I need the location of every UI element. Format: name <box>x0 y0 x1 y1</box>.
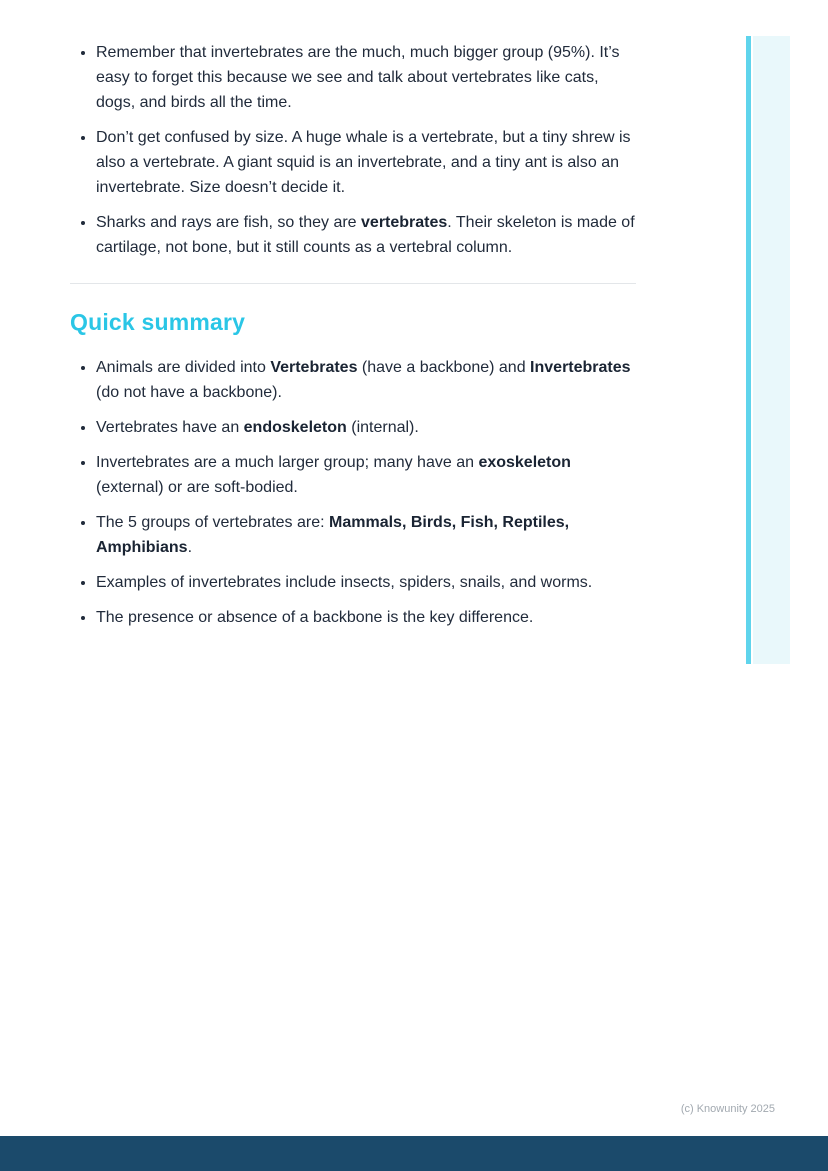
text-segment: (have a backbone) and <box>357 359 531 376</box>
bold-text: vertebrates <box>361 214 448 231</box>
summary-bullet-list <box>70 355 636 630</box>
bullet-item <box>96 210 636 260</box>
text-segment: . <box>187 539 193 556</box>
text-segment: The presence or absence of a backbone is the key difference. <box>96 609 534 626</box>
bullet-item <box>96 40 636 115</box>
bullet-item <box>96 450 636 500</box>
text-segment: Animals are divided into <box>96 359 271 376</box>
bullet-item <box>96 605 636 630</box>
right-accent-line <box>746 36 751 664</box>
footer-bar <box>0 1136 828 1171</box>
text-segment: . Their skeleton is made of cartilage, not bone, but it still counts as a vertebral column. <box>96 214 635 256</box>
text-segment: The 5 groups of vertebrates are: <box>96 514 330 531</box>
text-segment: Remember that invertebrates are the much, much bigger group (95%). It’s easy to forget this because we see and talk about vertebrates like cats, dogs, and birds all the time. <box>96 44 620 111</box>
page-content <box>70 40 636 630</box>
text-segment: Examples of invertebrates include insects, spiders, snails, and worms. <box>96 574 593 591</box>
text-segment: (internal). <box>346 419 419 436</box>
bullet-item <box>96 125 636 200</box>
text-segment: (do not have a backbone). <box>96 384 282 401</box>
section-divider <box>70 283 636 284</box>
notes-bullet-list <box>70 40 636 260</box>
copyright-text: (c) Knowunity 2025 <box>680 1103 775 1115</box>
bullet-item <box>96 415 636 440</box>
bold-text: exoskeleton <box>478 454 571 471</box>
bullet-item <box>96 570 636 595</box>
bold-text: endoskeleton <box>243 419 347 436</box>
text-segment: Sharks and rays are fish, so they are <box>96 214 362 231</box>
right-accent-panel <box>753 36 790 664</box>
bold-text: Invertebrates <box>530 359 631 376</box>
bold-text: Vertebrates <box>270 359 358 376</box>
text-segment: Vertebrates have an <box>96 419 244 436</box>
text-segment: Invertebrates are a much larger group; many have an <box>96 454 479 471</box>
text-segment: (external) or are soft-bodied. <box>96 479 298 496</box>
bullet-item <box>96 510 636 560</box>
quick-summary-heading: Quick summary <box>70 309 246 335</box>
bold-text: Mammals, Birds, Fish, Reptiles, Amphibians <box>96 514 570 556</box>
text-segment: Don’t get confused by size. A huge whale is a vertebrate, but a tiny shrew is also a vertebrate. A giant squid is an invertebrate, and a tiny ant is also an invertebrate. Size doesn’t decide it. <box>96 129 631 196</box>
bullet-item <box>96 355 636 405</box>
